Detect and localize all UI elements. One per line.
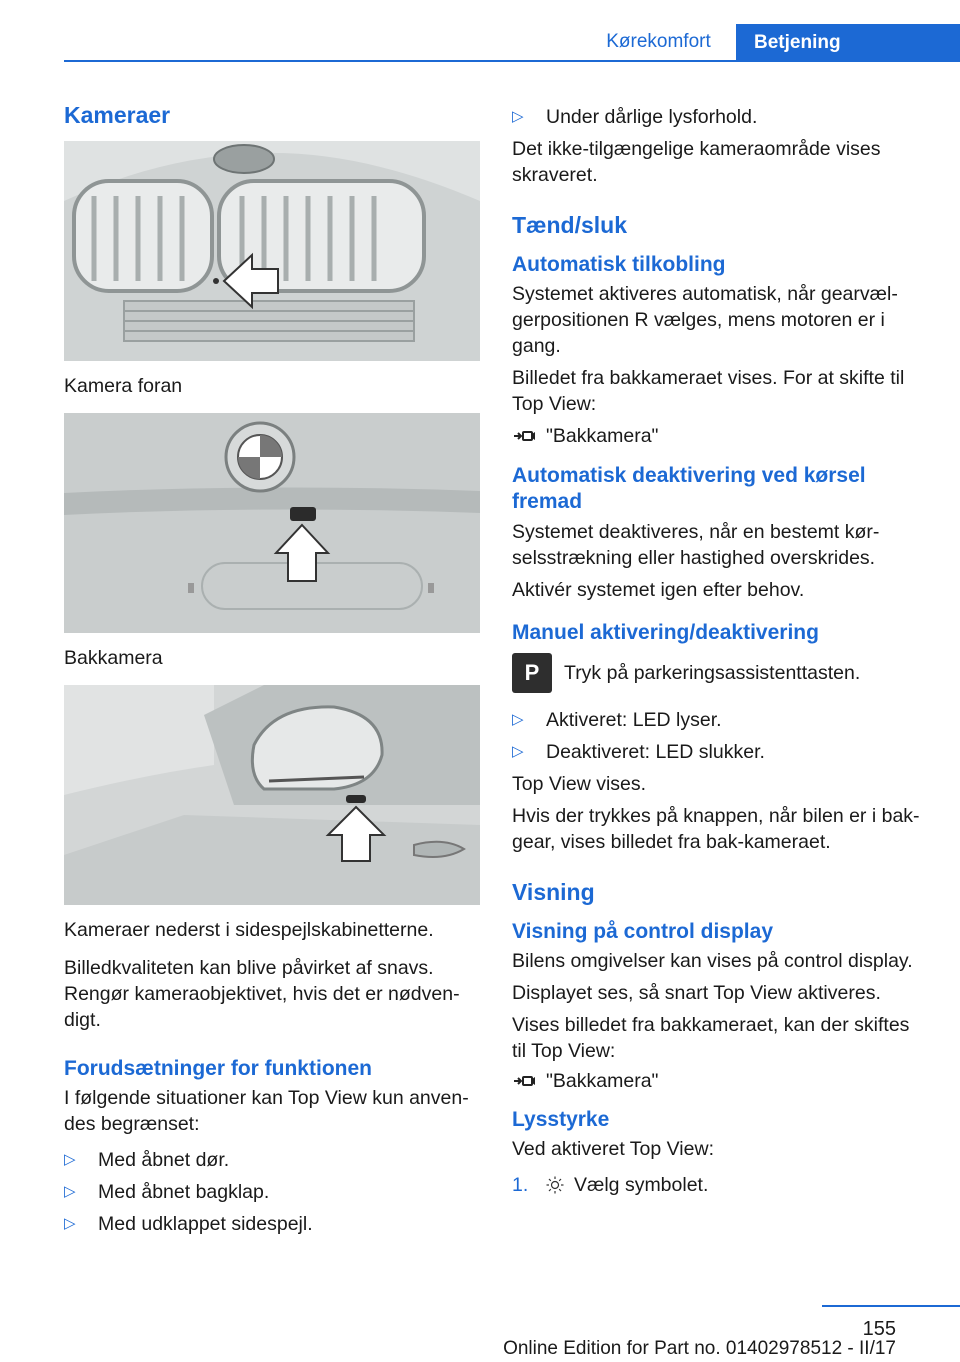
- side-camera-caption: Kameraer nederst i sidespejlskabinetterne.: [64, 919, 434, 941]
- page-number: 155: [862, 1318, 896, 1340]
- prerequisites-paragraph: I følgende situationer kan Top View kun anven‐des begrænset:: [64, 1087, 469, 1135]
- topview-shown-paragraph: Top View vises.: [512, 773, 647, 795]
- triangle-bullet-icon: ▷: [64, 1215, 76, 1232]
- sun-icon: [546, 1176, 574, 1194]
- list-item: [512, 104, 927, 130]
- control-display-heading: Visning på control display: [512, 920, 773, 943]
- triangle-bullet-icon: ▷: [64, 1151, 76, 1168]
- brightness-heading: Lysstyrke: [512, 1108, 610, 1131]
- list-item: [64, 1179, 480, 1205]
- manual-heading: Manuel aktivering/deaktivering: [512, 621, 819, 644]
- side-camera-figure: [64, 685, 480, 905]
- camera-icon: [512, 1072, 546, 1090]
- control-display-paragraph-2: Displayet ses, så snart Top View aktiveres.: [512, 982, 881, 1004]
- cameras-heading: Kameraer: [64, 102, 171, 128]
- reverse-gear-paragraph: Hvis der trykkes på knappen, når bilen er i bak‐gear, vises billedet fra bak-kameraet.: [512, 805, 920, 853]
- parking-assist-instruction: [512, 653, 927, 693]
- brightness-paragraph: Ved aktiveret Top View:: [512, 1138, 714, 1160]
- footer-rule: [822, 1305, 960, 1307]
- list-item: [512, 1172, 927, 1198]
- header-section-tab: Kørekomfort: [606, 31, 711, 52]
- list-item-text: Aktiveret: LED lyser.: [546, 709, 722, 731]
- rear-camera-figure: [64, 413, 480, 633]
- camera-icon: [512, 427, 546, 445]
- parking-assist-button-icon: P: [512, 653, 552, 693]
- list-item-text: Under dårlige lysforhold.: [546, 106, 758, 128]
- header-chapter-tab: Betjening: [736, 24, 960, 62]
- parking-assist-text: Tryk på parkeringsassistenttasten.: [564, 661, 861, 684]
- control-display-paragraph-3: Vises billedet fra bakkameraet, kan der skiftes til Top View:: [512, 1014, 910, 1062]
- list-item: [512, 707, 927, 733]
- left-column: [64, 96, 480, 1237]
- triangle-bullet-icon: ▷: [64, 1183, 76, 1200]
- list-item-text: Med åbnet dør.: [98, 1149, 230, 1171]
- prerequisites-heading: Forudsætninger for funktionen: [64, 1057, 372, 1080]
- list-item: [512, 739, 927, 765]
- menu-instruction: [512, 423, 927, 449]
- display-heading: Visning: [512, 879, 595, 905]
- auto-activation-heading: Automatisk tilkobling: [512, 253, 726, 276]
- menu-item-label: "Bakkamera": [546, 425, 659, 447]
- triangle-bullet-icon: ▷: [512, 108, 524, 125]
- triangle-bullet-icon: ▷: [512, 743, 524, 760]
- list-item-text: Deaktiveret: LED slukker.: [546, 741, 765, 763]
- on-off-heading: Tænd/sluk: [512, 212, 628, 238]
- edition-line: Online Edition for Part no. 01402978512 - II/17: [503, 1338, 896, 1359]
- auto-deactivation-paragraph: Systemet deaktiveres, når en bestemt kør‐selsstrækning eller hastighed overskrides.: [512, 521, 880, 569]
- shaded-area-paragraph: Det ikke-tilgængelige kameraområde vises skraveret.: [512, 138, 881, 186]
- auto-activation-paragraph: Systemet aktiveres automatisk, når gearvæl‐gerpositionen R vælges, mens motoren er i gang.: [512, 283, 898, 357]
- backup-camera-paragraph: Billedet fra bakkameraet vises. For at skifte til Top View:: [512, 367, 905, 415]
- rear-camera-caption: Bakkamera: [64, 647, 163, 669]
- control-display-paragraph-1: Bilens omgivelser kan vises på control display.: [512, 950, 913, 972]
- list-item-text: Med udklappet sidespejl.: [98, 1213, 313, 1235]
- list-item: [64, 1147, 480, 1173]
- reactivate-paragraph: Aktivér systemet igen efter behov.: [512, 579, 805, 601]
- triangle-bullet-icon: ▷: [512, 711, 524, 728]
- menu-instruction: [512, 1068, 927, 1094]
- front-camera-figure: [64, 141, 480, 361]
- auto-deactivation-heading: Automatisk deaktivering ved kørsel fremad: [512, 464, 866, 513]
- step-text: Vælg symbolet.: [574, 1174, 709, 1196]
- front-camera-caption: Kamera foran: [64, 375, 183, 397]
- menu-item-label: "Bakkamera": [546, 1070, 659, 1092]
- list-item: [64, 1211, 480, 1237]
- list-item-text: Med åbnet bagklap.: [98, 1181, 270, 1203]
- header-rule: [64, 60, 960, 62]
- quality-paragraph: Billedkvaliteten kan blive påvirket af snavs. Rengør kameraobjektivet, hvis det er nødven‐digt.: [64, 957, 460, 1031]
- right-column: [512, 104, 927, 1198]
- step-number: 1.: [512, 1174, 529, 1196]
